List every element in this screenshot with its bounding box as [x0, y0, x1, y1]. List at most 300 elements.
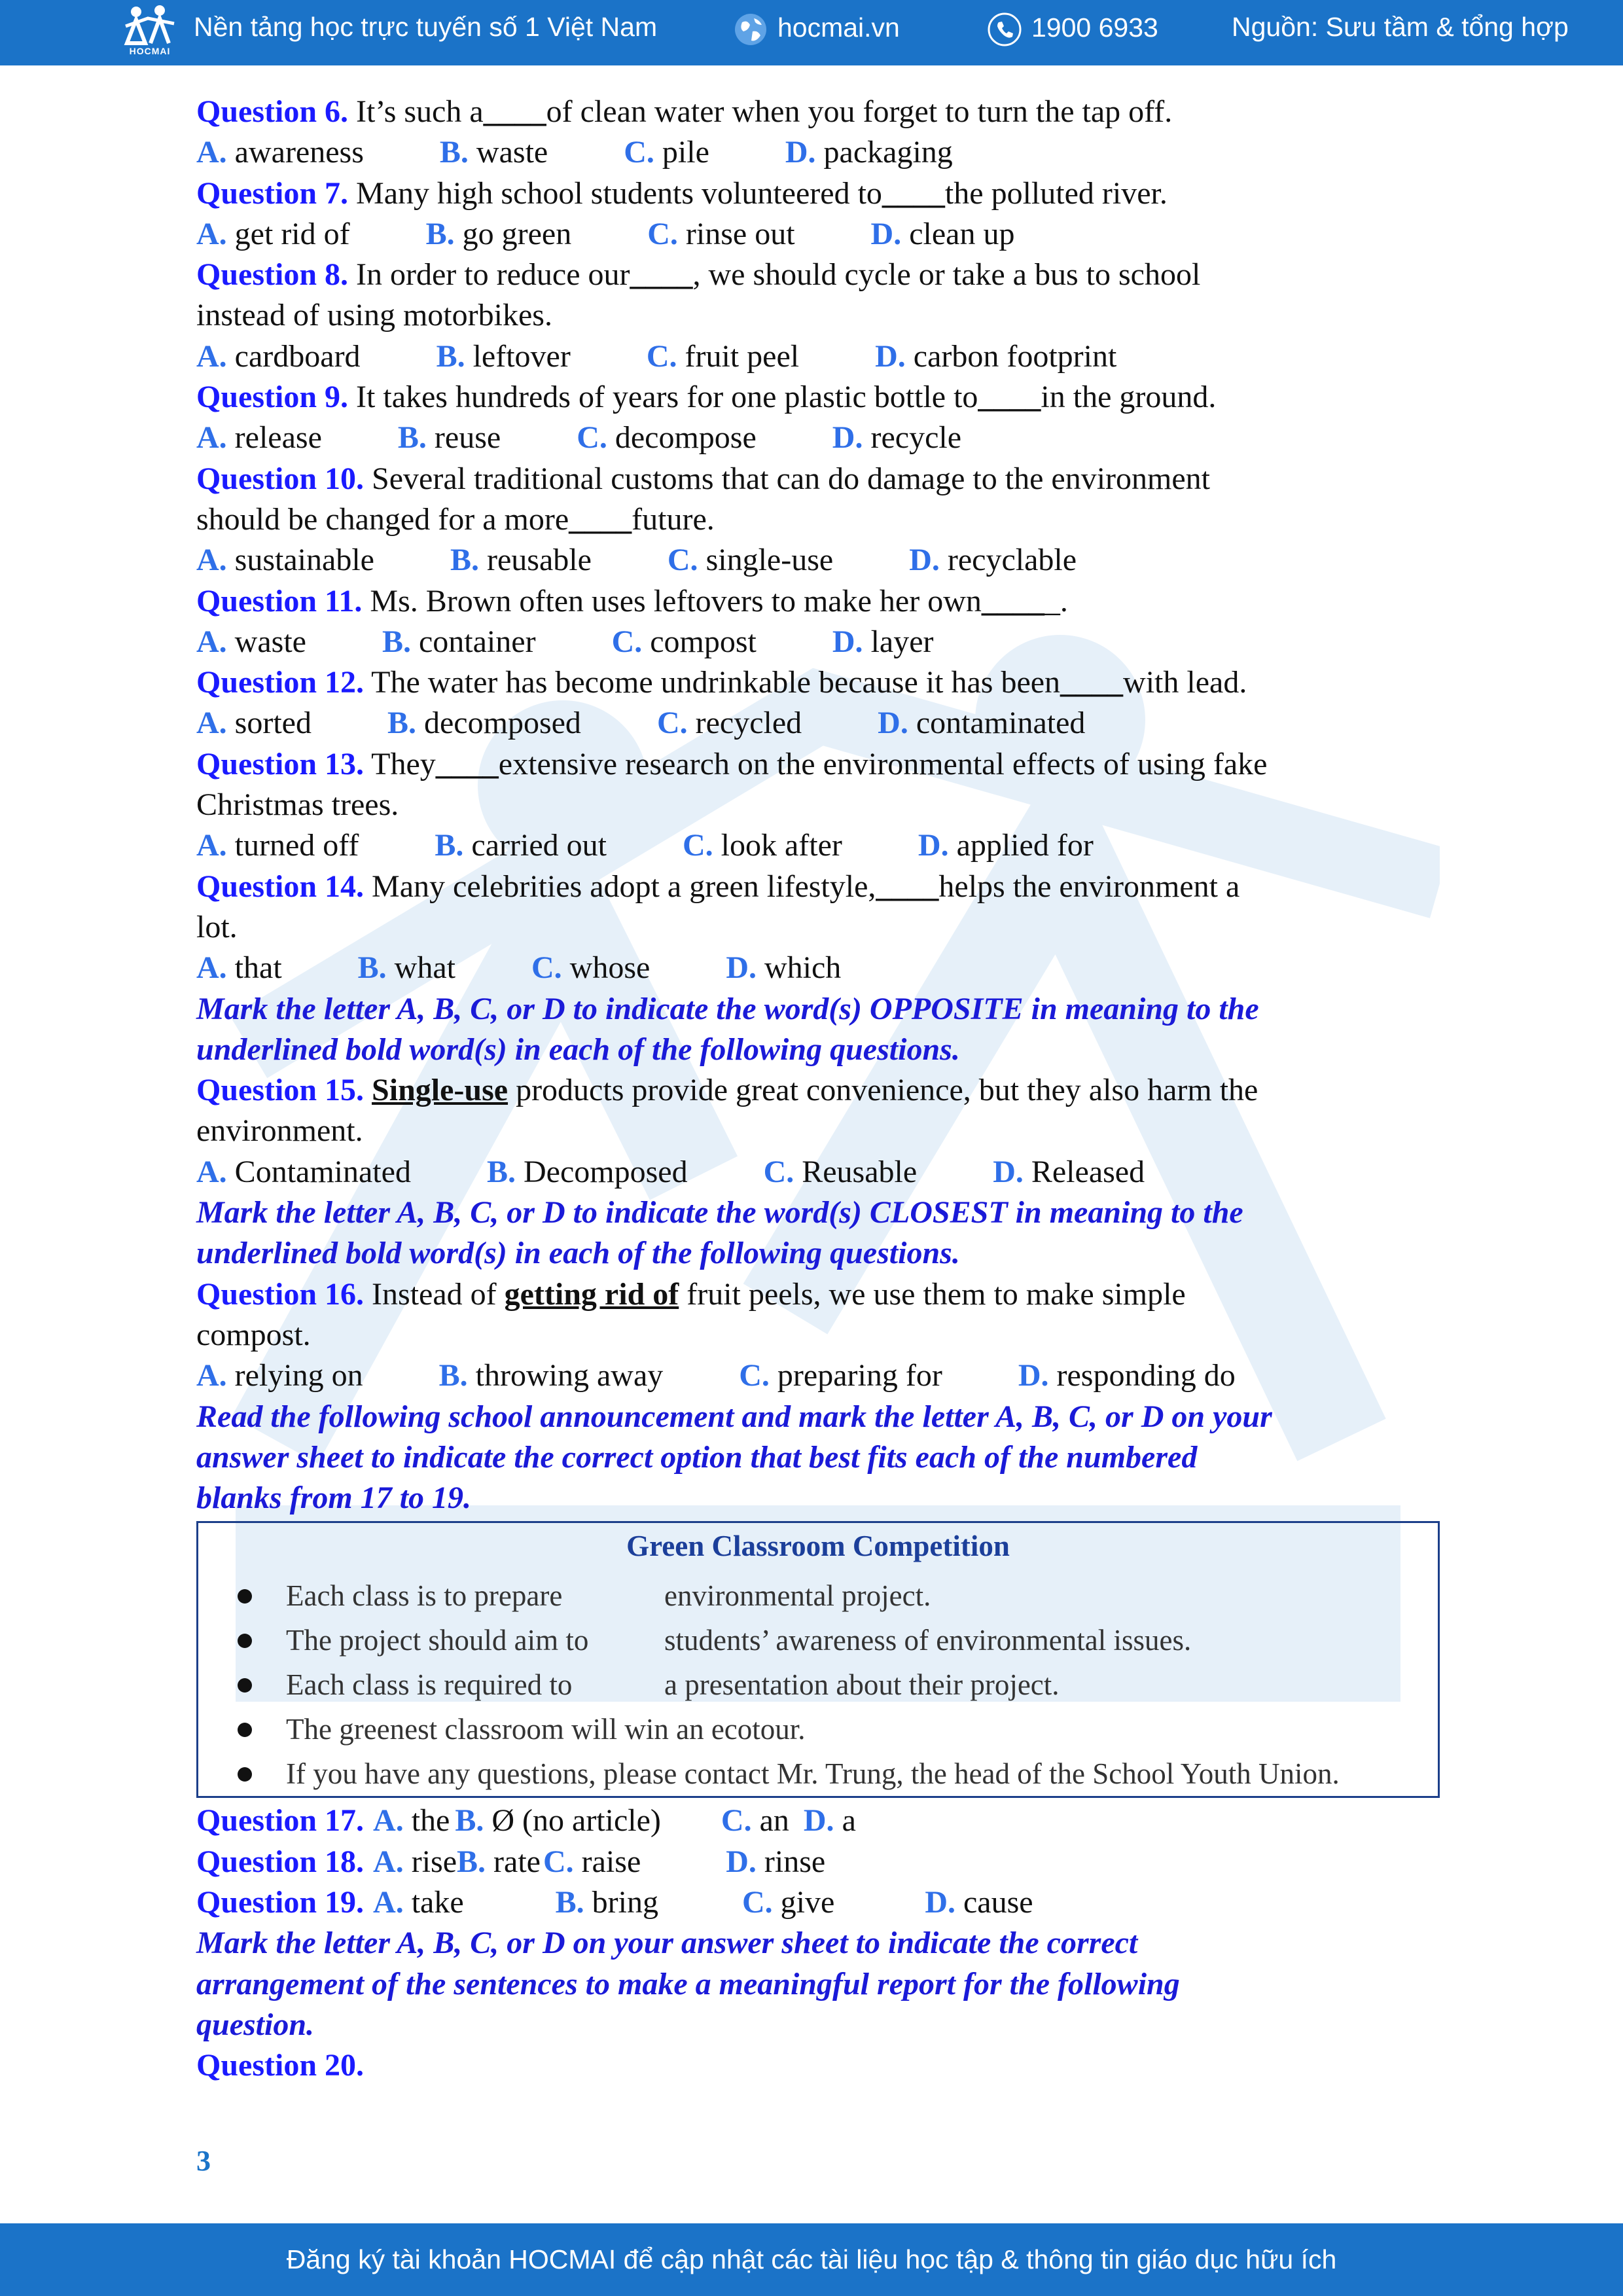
bullet-icon: [238, 1589, 252, 1604]
option-letter: B.: [555, 1884, 584, 1920]
question-text: with lead.: [1123, 665, 1247, 700]
option-letter: C.: [667, 543, 698, 578]
option-letter: D.: [832, 624, 863, 659]
options-row: [196, 948, 1440, 988]
option-letter: A.: [196, 1358, 227, 1393]
instruction-line: answer sheet to indicate the correct option that best fits each of the numbered: [196, 1439, 1198, 1475]
answer-blank: ____: [435, 746, 499, 781]
question-text: of clean water when you forget to turn the tap off.: [546, 94, 1173, 129]
question-label: Question 18.: [196, 1844, 365, 1879]
option-text: awareness: [234, 135, 364, 170]
underlined-word: getting rid of: [504, 1276, 679, 1312]
options-row: [196, 418, 1440, 458]
option-text: fruit peel: [685, 338, 800, 374]
question-15: [196, 1070, 1440, 1111]
option-d: [909, 540, 1077, 581]
option-b: [440, 132, 548, 173]
announcement-item: [238, 1753, 1340, 1794]
question-text: helps the environment a: [938, 869, 1240, 904]
option-c: [739, 1355, 942, 1396]
instruction-line: question.: [196, 2007, 315, 2042]
option-letter: A.: [196, 420, 227, 456]
option-a: [196, 622, 306, 662]
option-letter: D.: [870, 216, 902, 251]
option-text: carbon footprint: [913, 338, 1117, 374]
option-b: [556, 1882, 658, 1923]
option-text: waste: [234, 624, 306, 659]
option-letter: A.: [196, 828, 227, 863]
question-text-continued: [196, 907, 1440, 948]
option-b: [382, 622, 536, 662]
option-letter: C.: [531, 950, 562, 986]
question-text: Several traditional customs that can do damage to the environment: [364, 461, 1210, 496]
option-text: recycled: [695, 706, 802, 741]
option-letter: D.: [875, 338, 906, 374]
option-c: [668, 540, 833, 581]
option-letter: B.: [457, 1844, 486, 1879]
instruction-line: arrangement of the sentences to make a meaningful report for the following: [196, 1966, 1180, 2001]
question-9: [196, 377, 1440, 418]
option-text: that: [234, 950, 282, 986]
instruction-line: Mark the letter A, B, C, or D on your answer sheet to indicate the correct: [196, 1926, 1138, 1961]
option-text: carried out: [471, 828, 607, 863]
question-17: [196, 1801, 1440, 1841]
option-text: preparing for: [777, 1358, 942, 1393]
question-text: It takes hundreds of years for one plastic bottle to: [348, 380, 978, 415]
option-letter: D.: [803, 1803, 834, 1839]
option-c: [764, 1152, 918, 1193]
option-text: compost: [650, 624, 757, 659]
question-label: Question 10.: [196, 461, 365, 496]
question-label: Question 12.: [196, 665, 365, 700]
option-letter: A.: [196, 706, 227, 741]
header-tagline: Nền tảng học trực tuyến số 1 Việt Nam: [194, 12, 658, 42]
question-7: [196, 173, 1440, 214]
option-letter: C.: [682, 828, 713, 863]
option-text: relying on: [234, 1358, 363, 1393]
underlined-word: Single-use: [372, 1073, 508, 1108]
globe-icon: [733, 12, 768, 47]
option-c: [624, 132, 709, 173]
option-text: cause: [963, 1884, 1033, 1920]
option-b: [450, 540, 592, 581]
question-text: fruit peels, we use them to make simple: [679, 1276, 1186, 1312]
bullet-icon: [238, 1678, 252, 1693]
question-11: [196, 581, 1440, 622]
option-d: [1018, 1355, 1236, 1396]
announcement-text: The greenest classroom will win an ecotour.: [286, 1713, 806, 1746]
option-d: [871, 214, 1015, 255]
option-c: [721, 1801, 789, 1841]
header-source: Nguồn: Sưu tầm & tổng hợp: [1232, 12, 1569, 42]
option-c: [612, 622, 757, 662]
option-letter: B.: [455, 1803, 484, 1839]
option-text: which: [764, 950, 842, 986]
option-letter: D.: [726, 950, 757, 986]
announcement-text: a presentation about their project.: [664, 1668, 1060, 1702]
instruction-line: underlined bold word(s) in each of the following questions.: [196, 1031, 960, 1067]
instruction-line: underlined bold word(s) in each of the following questions.: [196, 1236, 960, 1271]
answer-blank: ____: [978, 380, 1041, 415]
option-letter: D.: [832, 420, 863, 456]
question-18: [196, 1842, 1440, 1882]
option-letter: A.: [373, 1844, 404, 1879]
phone-label: 1900 6933: [1031, 12, 1158, 43]
option-letter: C.: [742, 1884, 773, 1920]
option-letter: A.: [373, 1803, 404, 1839]
option-a: [196, 132, 364, 173]
option-text: release: [234, 420, 322, 456]
option-text: recycle: [870, 420, 962, 456]
option-letter: D.: [993, 1154, 1024, 1189]
question-text: _.: [1044, 583, 1068, 619]
option-letter: D.: [726, 1844, 757, 1879]
option-text: Ø (no article): [491, 1803, 661, 1839]
option-d: [832, 622, 934, 662]
question-10: [196, 459, 1440, 499]
announcement-item: [238, 1664, 1060, 1705]
announcement-box: [196, 1521, 1440, 1798]
option-a: [373, 1801, 450, 1841]
option-letter: C.: [739, 1358, 770, 1393]
question-text: It’s such a: [348, 94, 484, 129]
option-text: sustainable: [234, 543, 374, 578]
option-letter: A.: [196, 135, 227, 170]
option-d: [918, 825, 1094, 866]
question-label: Question 16.: [196, 1276, 365, 1312]
question-label: Question 13.: [196, 746, 365, 781]
option-c: [577, 418, 757, 458]
question-text: products provide great convenience, but they also harm the: [508, 1073, 1258, 1108]
option-letter: D.: [785, 135, 816, 170]
answer-blank: ____: [981, 583, 1044, 619]
option-letter: A.: [196, 1154, 227, 1189]
option-text: rate: [493, 1844, 541, 1879]
option-letter: B.: [486, 1154, 516, 1189]
option-a: [196, 703, 312, 744]
option-text: clean up: [909, 216, 1015, 251]
option-text: rinse: [764, 1844, 826, 1879]
option-b: [387, 703, 581, 744]
answer-blank: ____: [1060, 665, 1124, 700]
option-letter: A.: [196, 950, 227, 986]
option-text: throwing away: [475, 1358, 664, 1393]
option-c: [647, 336, 799, 377]
option-a: [373, 1882, 464, 1923]
option-d: [726, 948, 841, 988]
question-8: [196, 255, 1440, 295]
announcement-text: Each class is to prepare: [286, 1579, 563, 1613]
answer-blank: ____: [569, 501, 632, 537]
option-c: [742, 1882, 834, 1923]
option-a: [196, 418, 322, 458]
option-text: recyclable: [947, 543, 1077, 578]
option-text: Reusable: [802, 1154, 918, 1189]
question-text-continued: [196, 499, 1440, 540]
instruction-line: Mark the letter A, B, C, or D to indicate the word(s) OPPOSITE in meaning to the: [196, 991, 1259, 1026]
option-text: raise: [581, 1844, 641, 1879]
option-b: [439, 1355, 664, 1396]
option-text: decomposed: [424, 706, 581, 741]
question-label: Question 20.: [196, 2048, 365, 2083]
question-13: [196, 744, 1440, 785]
option-a: [196, 336, 361, 377]
option-a: [196, 540, 374, 581]
option-d: [925, 1882, 1033, 1923]
option-d: [804, 1801, 856, 1841]
option-text: waste: [476, 135, 548, 170]
option-d: [993, 1152, 1145, 1193]
option-text: rise: [411, 1844, 457, 1879]
option-letter: A.: [196, 624, 227, 659]
question-6: [196, 92, 1440, 132]
header-phone[interactable]: [987, 12, 1158, 47]
option-b: [426, 214, 572, 255]
question-text: extensive research on the environmental effects of using fake: [498, 746, 1268, 781]
question-text: should be changed for a more: [196, 501, 569, 537]
option-b: [457, 1842, 541, 1882]
option-letter: A.: [196, 338, 227, 374]
option-text: contaminated: [916, 706, 1086, 741]
answer-blank: ____: [630, 257, 693, 293]
bullet-icon: [238, 1634, 252, 1648]
options-row: [196, 703, 1440, 744]
page-header: [0, 0, 1623, 65]
options-row: [196, 132, 1440, 173]
option-letter: B.: [435, 828, 464, 863]
option-letter: D.: [878, 706, 908, 741]
option-letter: B.: [438, 1358, 468, 1393]
question-label: Question 14.: [196, 869, 365, 904]
question-label: Question 7.: [196, 175, 349, 211]
option-text: container: [418, 624, 536, 659]
option-text: an: [759, 1803, 789, 1839]
option-a: [196, 825, 359, 866]
option-b: [358, 948, 455, 988]
option-letter: D.: [918, 828, 949, 863]
announcement-text: The project should aim to: [286, 1624, 589, 1657]
option-text: leftover: [473, 338, 571, 374]
option-text: the: [411, 1803, 450, 1839]
instruction-line: Mark the letter A, B, C, or D to indicate the word(s) CLOSEST in meaning to the: [196, 1195, 1243, 1230]
option-d: [832, 418, 961, 458]
option-letter: B.: [382, 624, 411, 659]
question-label: Question 15.: [196, 1073, 365, 1108]
option-text: decompose: [615, 420, 757, 456]
option-a: [196, 1152, 411, 1193]
option-c: [647, 214, 794, 255]
answer-blank: ____: [483, 94, 546, 129]
option-text: rinse out: [685, 216, 795, 251]
footer-text: Đăng ký tài khoản HOCMAI để cập nhật các tài liệu học tập & thông tin giáo dục hữu ích: [286, 2244, 1337, 2274]
option-text: cardboard: [234, 338, 361, 374]
option-text: go green: [462, 216, 572, 251]
option-text: single-use: [705, 543, 834, 578]
option-letter: A.: [196, 543, 227, 578]
option-letter: B.: [425, 216, 455, 251]
option-text: take: [411, 1884, 464, 1920]
option-text: what: [394, 950, 455, 986]
question-label: Question 9.: [196, 380, 349, 415]
option-text: reuse: [434, 420, 501, 456]
question-text-continued: [196, 785, 1440, 825]
page-footer: [0, 2223, 1623, 2296]
option-c: [657, 703, 802, 744]
option-letter: D.: [1018, 1358, 1049, 1393]
question-label: Question 11.: [196, 583, 363, 619]
option-text: a: [842, 1803, 856, 1839]
instruction-arrange: [196, 1923, 1440, 2045]
options-row: [196, 540, 1440, 581]
option-d: [785, 132, 953, 173]
question-16: [196, 1274, 1440, 1315]
question-19: [196, 1882, 1440, 1923]
question-text: Instead of: [364, 1276, 505, 1312]
question-12: [196, 662, 1440, 703]
option-b: [455, 1801, 661, 1841]
option-d: [878, 703, 1085, 744]
option-text: get rid of: [234, 216, 350, 251]
question-text: the polluted river.: [944, 175, 1168, 211]
page-number: 3: [196, 2145, 211, 2177]
option-letter: C.: [577, 420, 607, 456]
question-text: , we should cycle or take a bus to school: [692, 257, 1201, 293]
option-text: give: [780, 1884, 835, 1920]
option-letter: C.: [611, 624, 643, 659]
questions-6-14: [196, 92, 1440, 989]
options-row: [196, 1355, 1440, 1396]
announcement-text: If you have any questions, please contact Mr. Trung, the head of the School Youth Union.: [286, 1757, 1340, 1791]
option-letter: D.: [909, 543, 940, 578]
option-letter: B.: [387, 706, 416, 741]
question-text: The water has become undrinkable because it has been: [364, 665, 1061, 700]
question-text: [364, 1073, 372, 1107]
option-c: [683, 825, 842, 866]
option-text: Contaminated: [234, 1154, 411, 1189]
option-letter: B.: [436, 338, 465, 374]
option-letter: C.: [763, 1154, 794, 1189]
question-text: future.: [632, 501, 715, 537]
option-text: responding do: [1056, 1358, 1236, 1393]
answer-blank: ____: [882, 175, 945, 211]
option-text: Decomposed: [523, 1154, 688, 1189]
question-label: Question 6.: [196, 94, 349, 129]
option-text: sorted: [234, 706, 312, 741]
option-letter: C.: [624, 135, 654, 170]
option-text: packaging: [823, 135, 953, 170]
bullet-icon: [238, 1723, 252, 1737]
question-text: instead of using motorbikes.: [196, 298, 552, 333]
option-a: [196, 948, 282, 988]
option-b: [437, 336, 571, 377]
question-text: Christmas trees.: [196, 787, 399, 823]
announcement-text: environmental project.: [664, 1579, 931, 1613]
question-label: Question 19.: [196, 1884, 365, 1920]
options-row: [196, 336, 1440, 377]
logo-wordmark: HOCMAI: [129, 46, 171, 56]
option-letter: B.: [450, 543, 479, 578]
option-d: [875, 336, 1116, 377]
option-a: [196, 214, 350, 255]
question-text-continued: [196, 295, 1440, 336]
announcement-title: Green Classroom Competition: [626, 1530, 1010, 1563]
question-label: Question 8.: [196, 257, 349, 293]
question-text-continued: compost.: [196, 1317, 311, 1352]
option-text: look after: [721, 828, 842, 863]
instruction-line: Read the following school announcement and mark the letter A, B, C, or D on your: [196, 1399, 1272, 1434]
question-label: Question 17.: [196, 1803, 365, 1839]
options-row: [196, 825, 1440, 866]
option-text: reusable: [486, 543, 592, 578]
option-b: [487, 1152, 688, 1193]
instruction-closest: [196, 1193, 1440, 1274]
question-text: In order to reduce our: [348, 257, 630, 293]
question-text: in the ground.: [1041, 380, 1217, 415]
phone-icon: [987, 12, 1022, 47]
instruction-line: blanks from 17 to 19.: [196, 1480, 472, 1516]
option-text: pile: [662, 135, 709, 170]
option-a: [196, 1355, 363, 1396]
option-text: applied for: [956, 828, 1094, 863]
option-letter: A.: [196, 216, 227, 251]
question-14: [196, 867, 1440, 907]
header-website[interactable]: [733, 12, 900, 47]
option-a: [373, 1842, 457, 1882]
option-letter: D.: [925, 1884, 955, 1920]
option-letter: B.: [357, 950, 387, 986]
option-letter: C.: [647, 216, 678, 251]
option-letter: C.: [543, 1844, 574, 1879]
question-text: Ms. Brown often uses leftovers to make her own: [362, 583, 982, 619]
option-c: [543, 1842, 641, 1882]
option-letter: A.: [373, 1884, 404, 1920]
question-text-continued: environment.: [196, 1113, 363, 1149]
instruction-read: [196, 1397, 1440, 1519]
worksheet-content: [196, 92, 1440, 2086]
instruction-opposite: [196, 989, 1440, 1071]
option-text: Released: [1031, 1154, 1145, 1189]
option-text: turned off: [234, 828, 359, 863]
option-d: [726, 1842, 825, 1882]
option-b: [398, 418, 501, 458]
option-text: whose: [569, 950, 651, 986]
announcement-item: [238, 1709, 806, 1749]
option-c: [531, 948, 650, 988]
option-letter: C.: [656, 706, 688, 741]
answer-blank: ____: [876, 869, 939, 904]
bullet-icon: [238, 1767, 252, 1782]
option-b: [435, 825, 607, 866]
question-text: Many celebrities adopt a green lifestyle,: [364, 869, 876, 904]
question-text: Many high school students volunteered to: [348, 175, 882, 211]
option-letter: B.: [397, 420, 427, 456]
announcement-item: [238, 1575, 931, 1616]
options-row: [196, 214, 1440, 255]
question-20: [196, 2045, 1440, 2086]
question-text: They: [364, 746, 436, 781]
option-letter: C.: [646, 338, 677, 374]
option-letter: C.: [721, 1803, 752, 1839]
option-text: layer: [870, 624, 934, 659]
options-row: [196, 1152, 1440, 1193]
options-row: [196, 622, 1440, 662]
option-letter: B.: [439, 135, 469, 170]
option-text: bring: [592, 1884, 658, 1920]
announcement-item: [238, 1620, 1191, 1660]
announcement-text: Each class is required to: [286, 1668, 573, 1702]
question-text: lot.: [196, 909, 238, 944]
website-label: hocmai.vn: [777, 12, 900, 43]
